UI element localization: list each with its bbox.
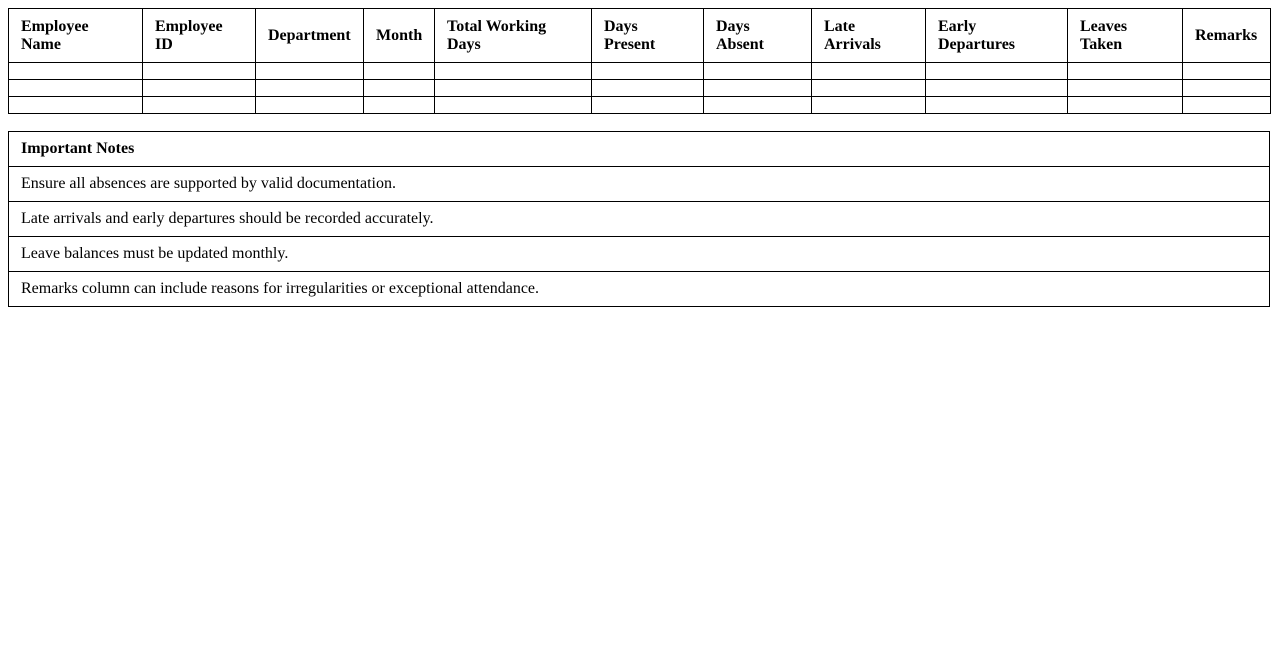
table-cell: [9, 80, 143, 97]
table-cell: [1068, 80, 1183, 97]
header-early-departures: Early Departures: [926, 9, 1068, 63]
header-department: Department: [256, 9, 364, 63]
table-cell: [143, 97, 256, 114]
header-days-absent: Days Absent: [704, 9, 812, 63]
note-item: Remarks column can include reasons for irregularities or exceptional attendance.: [9, 272, 1270, 307]
table-cell: [812, 80, 926, 97]
table-cell: [1183, 63, 1271, 80]
table-cell: [364, 63, 435, 80]
note-row: [9, 237, 1270, 272]
table-cell: [435, 97, 592, 114]
note-item: Late arrivals and early departures should be recorded accurately.: [9, 202, 1270, 237]
note-row: [9, 167, 1270, 202]
table-cell: [704, 97, 812, 114]
header-leaves-taken: Leaves Taken: [1068, 9, 1183, 63]
table-cell: [256, 80, 364, 97]
header-days-present: Days Present: [592, 9, 704, 63]
header-remarks: Remarks: [1183, 9, 1271, 63]
header-employee-id: Employee ID: [143, 9, 256, 63]
table-cell: [143, 80, 256, 97]
notes-title: Important Notes: [9, 132, 1270, 167]
table-row: [9, 80, 1271, 97]
header-month: Month: [364, 9, 435, 63]
header-employee-name: Employee Name: [9, 9, 143, 63]
header-total-working-days: Total Working Days: [435, 9, 592, 63]
table-cell: [926, 63, 1068, 80]
table-cell: [592, 97, 704, 114]
table-cell: [704, 63, 812, 80]
table-cell: [256, 97, 364, 114]
table-row: [9, 63, 1271, 80]
header-late-arrivals: Late Arrivals: [812, 9, 926, 63]
table-cell: [1068, 63, 1183, 80]
table-cell: [143, 63, 256, 80]
table-row: [9, 97, 1271, 114]
table-cell: [926, 97, 1068, 114]
header-row: [9, 9, 1271, 63]
table-cell: [1183, 80, 1271, 97]
table-cell: [704, 80, 812, 97]
notes-table: [8, 131, 1270, 307]
table-cell: [9, 97, 143, 114]
table-cell: [926, 80, 1068, 97]
table-cell: [1068, 97, 1183, 114]
table-cell: [364, 80, 435, 97]
note-row: [9, 202, 1270, 237]
notes-header-row: [9, 132, 1270, 167]
table-cell: [812, 63, 926, 80]
note-item: Ensure all absences are supported by valid documentation.: [9, 167, 1270, 202]
table-cell: [592, 80, 704, 97]
table-cell: [592, 63, 704, 80]
table-cell: [435, 80, 592, 97]
note-item: Leave balances must be updated monthly.: [9, 237, 1270, 272]
table-cell: [1183, 97, 1271, 114]
table-cell: [256, 63, 364, 80]
table-cell: [364, 97, 435, 114]
table-cell: [9, 63, 143, 80]
attendance-table: [8, 8, 1271, 114]
note-row: [9, 272, 1270, 307]
table-cell: [435, 63, 592, 80]
table-cell: [812, 97, 926, 114]
